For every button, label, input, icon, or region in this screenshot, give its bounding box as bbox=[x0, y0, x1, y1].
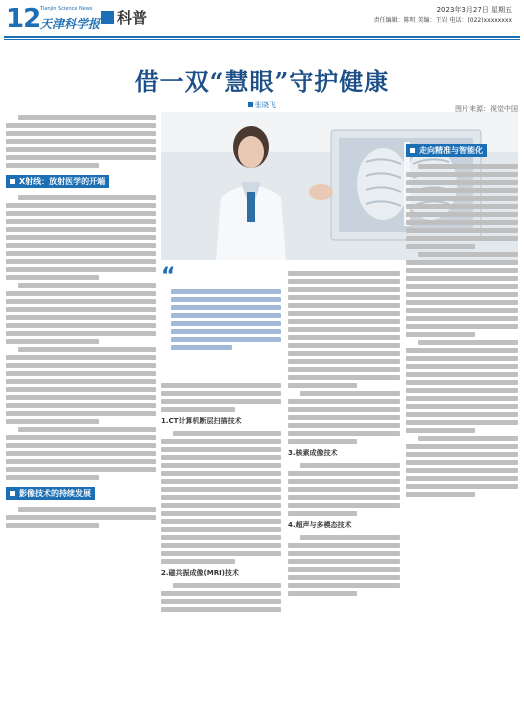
header-rule-thin bbox=[4, 39, 520, 40]
quote-mark-icon: “ bbox=[161, 264, 176, 289]
pull-quote bbox=[161, 264, 281, 353]
logo-chinese: 天津科学报 bbox=[40, 17, 101, 31]
section-name: 科普 bbox=[117, 9, 148, 27]
subhead-development: 影像技术的持续发展 bbox=[6, 487, 95, 500]
section-flag-icon bbox=[101, 11, 114, 24]
editor-info: 责任编辑：陈明 美编：王岩 电话：(022)xxxxxxxx bbox=[373, 17, 512, 24]
issue-date: 2023年3月27日 星期五 bbox=[436, 6, 512, 14]
column-3 bbox=[288, 268, 400, 599]
author-marker-icon bbox=[248, 102, 253, 107]
column-2 bbox=[161, 380, 281, 615]
subhead-xray: X射线：放射医学的开端 bbox=[6, 175, 109, 188]
article-title: 借一双“慧眼”守护健康 bbox=[134, 67, 390, 96]
page-number: 12 bbox=[6, 4, 41, 34]
photo-caption: 图片来源：视觉中国 bbox=[455, 105, 518, 113]
subhead-mri: 2.磁共振成像(MRI)技术 bbox=[161, 569, 239, 577]
column-1 bbox=[6, 112, 156, 531]
subhead-ultrasound: 4.超声与多模态技术 bbox=[288, 521, 352, 529]
newspaper-logo bbox=[40, 6, 101, 34]
logo-english: Tianjin Science News bbox=[40, 6, 93, 12]
subhead-ct: 1.CT计算机断层扫描技术 bbox=[161, 417, 242, 425]
article-author-line bbox=[0, 100, 524, 110]
article-author: 张晓飞 bbox=[255, 101, 276, 109]
subhead-precision: 走向精准与智能化 bbox=[406, 144, 487, 157]
subhead-nuclear: 3.核素成像技术 bbox=[288, 449, 338, 457]
column-4 bbox=[406, 140, 518, 500]
header-rule bbox=[4, 36, 520, 38]
page-header bbox=[0, 0, 524, 46]
